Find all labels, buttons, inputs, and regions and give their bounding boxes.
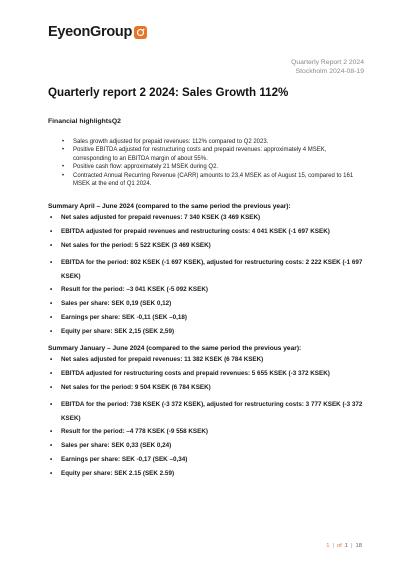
- list-item: • Net sales adjusted for prepaid revenues: 7 340 KSEK (3 469 KSEK): [50, 214, 370, 223]
- footer-divider: |: [332, 543, 334, 549]
- page-total: 18: [355, 543, 362, 549]
- page-footer: [326, 543, 362, 549]
- summary-h1-title: Summary January – June 2024 (compared to the same period the previous year):: [48, 345, 302, 352]
- list-item: • Positive EBITDA adjusted for restructuring costs and prepaid revenues: approximately 4 MSEK, corresponding to an EBITDA margin of about 55%.: [62, 146, 362, 163]
- list-item: • EBITDA adjusted for restructuring costs and prepaid revenues: 5 655 KSEK (-3 372 KSEK): [50, 370, 370, 379]
- company-logo: [48, 24, 147, 40]
- list-item: • Equity per share: SEK 2,15 (SEK 2,59): [50, 328, 370, 337]
- list-item: • Equity per share: SEK 2.15 (SEK 2.59): [50, 470, 370, 479]
- list-item: • Sales per share: SEK 0,19 (SEK 0,12): [50, 300, 370, 309]
- list-item: • EBITDA for the period: 738 KSEK (-3 372 KSEK), adjusted for restructuring costs: 3 777 KSEK (-3 372 KSEK): [50, 398, 370, 426]
- list-item: • Result for the period: –4 778 KSEK (-9 558 KSEK): [50, 428, 370, 437]
- page-number: 1: [326, 543, 330, 549]
- report-name: Quarterly Report 2 2024: [291, 59, 364, 66]
- list-item: • Contracted Annual Recurring Revenue (CARR) amounts to 23,4 MSEK as of August 15, compared to 161 MSEK at the end of Q1 2024.: [62, 172, 362, 189]
- list-item: • Earnings per share: SEK -0,11 (SEK –0,18): [50, 314, 370, 323]
- summary-q2-list: [50, 214, 370, 342]
- logo-eye-icon: [134, 26, 147, 39]
- list-item: • Net sales for the period: 5 522 KSEK (3 469 KSEK): [50, 242, 370, 251]
- list-item: • Sales per share: SEK 0,33 (SEK 0,24): [50, 442, 370, 451]
- summary-h1-list: [50, 356, 370, 484]
- financial-highlights-list: [62, 138, 362, 188]
- logo-text: EyeonGroup: [48, 24, 133, 40]
- list-item: • EBITDA for the period: 802 KSEK (-1 697 KSEK), adjusted for restructuring costs: 2 222 KSEK (-1 697 KSEK): [50, 256, 370, 284]
- footer-divider: |: [351, 543, 353, 549]
- list-item: • Net sales adjusted for prepaid revenues: 11 382 KSEK (6 784 KSEK): [50, 356, 370, 365]
- list-item: • Sales growth adjusted for prepaid revenues: 112% compared to Q2 2023.: [62, 138, 362, 146]
- list-item: • Result for the period: –3 041 KSEK (-5 092 KSEK): [50, 286, 370, 295]
- page-of-label: of: [336, 543, 342, 549]
- report-place-date: Stockholm 2024-08-19: [295, 68, 364, 75]
- list-item: • Net sales for the period: 9 504 KSEK (6 784 KSEK): [50, 384, 370, 393]
- list-item: • Positive cash flow: approximately 21 MSEK during Q2.: [62, 163, 362, 171]
- report-header: [291, 58, 364, 76]
- page-current: 1: [344, 543, 349, 549]
- financial-highlights-title: Financial highlightsQ2: [48, 118, 121, 125]
- list-item: • Earnings per share: SEK -0,17 (SEK –0,34): [50, 456, 370, 465]
- page-title: Quarterly report 2 2024: Sales Growth 112%: [48, 86, 289, 99]
- summary-q2-title: Summary April – June 2024 (compared to the same period the previous year):: [48, 203, 291, 210]
- list-item: • EBITDA adjusted for prepaid revenues and restructuring costs: 4 041 KSEK (-1 697 KSEK): [50, 228, 370, 237]
